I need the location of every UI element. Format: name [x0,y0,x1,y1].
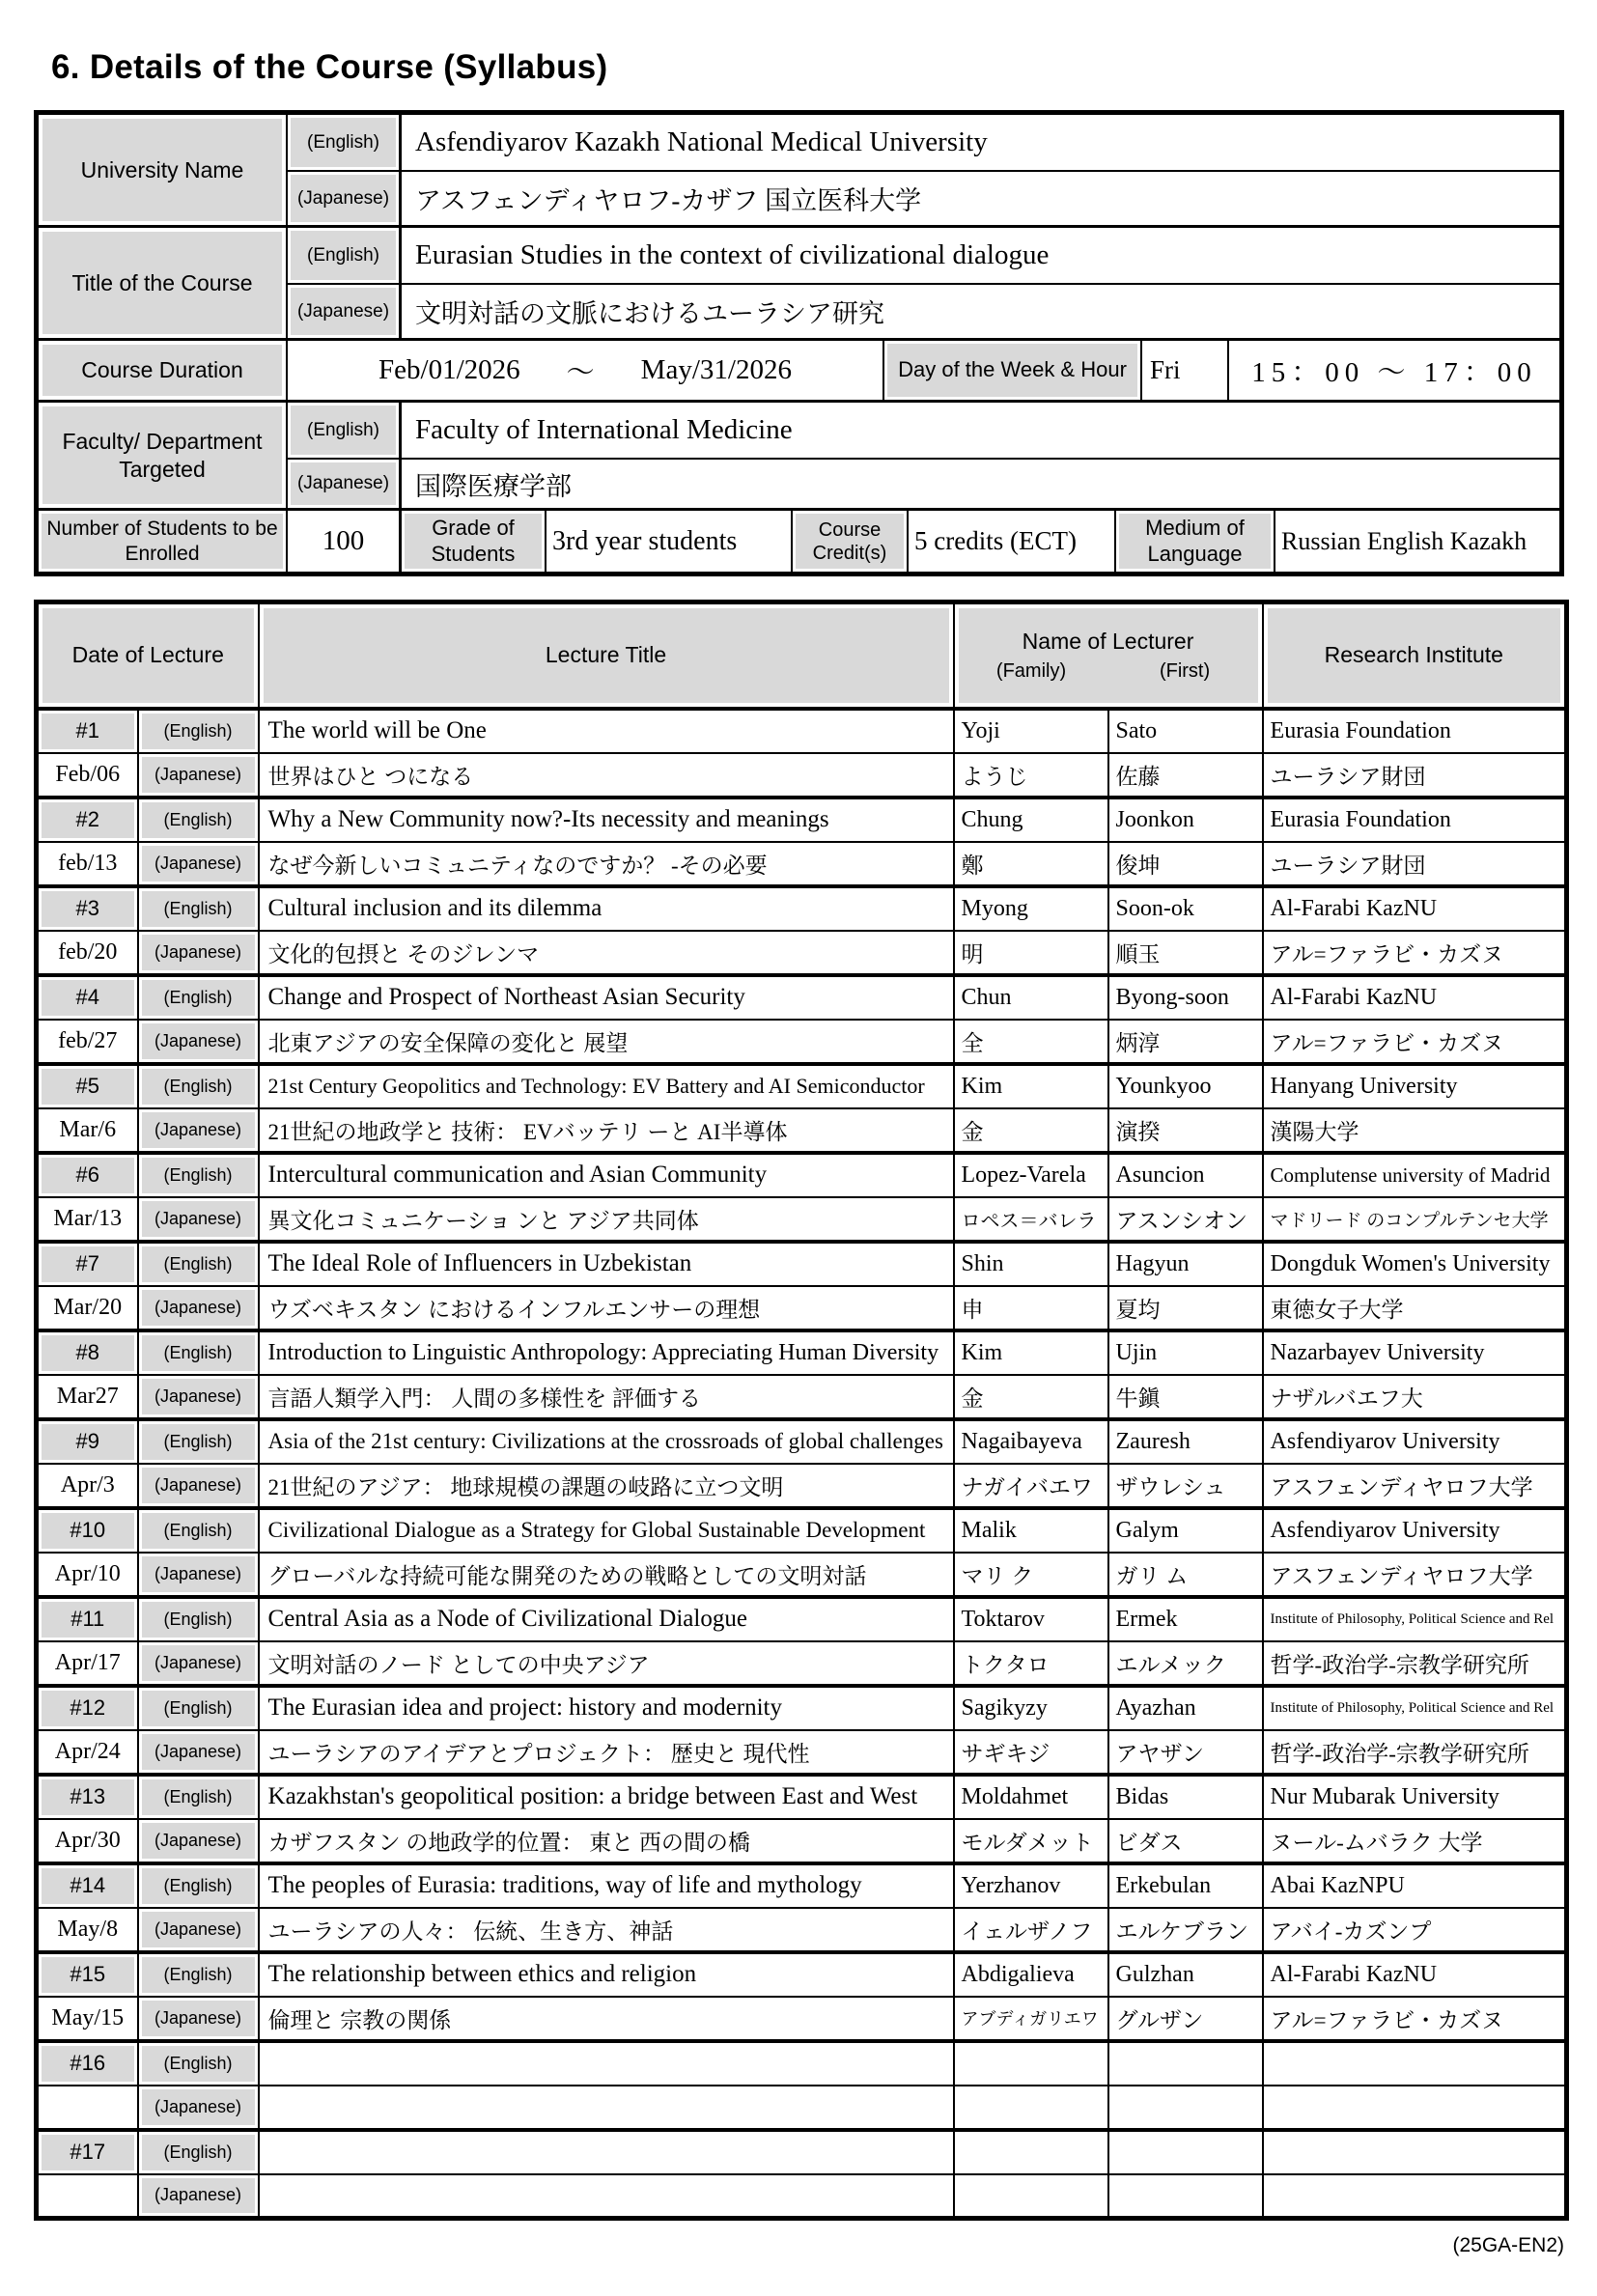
language-label-english: (English) [138,1153,259,1197]
lecture-title-japanese: 世界はひと つになる [259,753,954,798]
lecture-number: #10 [37,1508,138,1553]
language-label-japanese: (Japanese) [138,1375,259,1419]
lecture-row-english [37,2041,1567,2086]
course-title-row [39,225,1559,338]
lecturer-first-english: Joonkon [1108,798,1263,842]
language-label-japanese: (Japanese) [138,1108,259,1153]
lecturer-first-english: Zauresh [1108,1419,1263,1464]
research-institute-english: Nur Mubarak University [1263,1775,1567,1819]
grade-of-students-value: 3rd year students [546,511,793,572]
research-institute-english: Al-Farabi KazNU [1263,975,1567,1020]
lecture-row-english [37,709,1567,753]
language-label-japanese: (Japanese) [138,1730,259,1775]
lecturer-family-english: Shin [954,1242,1108,1286]
language-label-japanese: (Japanese) [138,1819,259,1863]
lecturer-first-english: Asuncion [1108,1153,1263,1197]
lecturer-first-japanese: ザウレシュ [1108,1464,1263,1508]
language-label-japanese: (Japanese) [138,2086,259,2130]
research-institute-japanese: 哲学-政治学-宗教学研究所 [1263,1730,1567,1775]
language-label-japanese: (Japanese) [138,1997,259,2041]
lecture-title-japanese: 異文化コミュニケーショ ンと アジア共同体 [259,1197,954,1242]
lecturer-first-japanese: 演揆 [1108,1108,1263,1153]
language-label-english: (English) [138,1330,259,1375]
research-institute-japanese: ナザルバエフ大 [1263,1375,1567,1419]
language-label-japanese: (Japanese) [138,1641,259,1686]
lecture-title-english: The peoples of Eurasia: traditions, way of life and mythology [259,1863,954,1908]
language-label-japanese: (Japanese) [138,1553,259,1597]
header-lecturer-text: Name of Lecturer [1022,628,1194,654]
day-of-week-hour-label: Day of the Week & Hour [884,341,1142,400]
language-label-english: (English) [138,1242,259,1286]
research-institute-english: Eurasia Foundation [1263,798,1567,842]
lecture-row-japanese [37,2174,1567,2219]
research-institute-english: Asfendiyarov University [1263,1508,1567,1553]
lecturer-first-japanese: 俊坤 [1108,842,1263,886]
form-code: (25GA-EN2) [1452,2234,1564,2256]
lecturer-family-english: Chun [954,975,1108,1020]
lecture-title-japanese: 北東アジアの安全保障の変化と 展望 [259,1020,954,1064]
duration-end-date: May/31/2026 [640,354,792,385]
lecturer-family-english [954,2041,1108,2086]
lecturer-family-japanese: アブディガリエワ [954,1997,1108,2041]
lecturer-family-japanese: イェルザノフ [954,1908,1108,1952]
lecture-title-japanese: 文明対話のノード としての中央アジア [259,1641,954,1686]
lecture-date: May/15 [37,1997,138,2041]
lecturer-first-japanese: ビダス [1108,1819,1263,1863]
research-institute-english: Al-Farabi KazNU [1263,886,1567,931]
lecturer-first-english: Galym [1108,1508,1263,1553]
lecture-row-english [37,1686,1567,1730]
lecturer-first-japanese: 夏均 [1108,1286,1263,1330]
course-title-japanese: 文明対話の文脈におけるユーラシア研究 [415,299,884,328]
research-institute-english: Al-Farabi KazNU [1263,1952,1567,1997]
lecture-title-english: Intercultural communication and Asian Community [259,1153,954,1197]
lecture-date: Mar/20 [37,1286,138,1330]
lecture-number: #9 [37,1419,138,1464]
lecture-date: Apr/17 [37,1641,138,1686]
lecture-row-english [37,1775,1567,1819]
research-institute-english: Dongduk Women's University [1263,1242,1567,1286]
header-research-institute: Research Institute [1263,602,1567,709]
research-institute-japanese: 東徳女子大学 [1263,1286,1567,1330]
lecture-title-english: Cultural inclusion and its dilemma [259,886,954,931]
lecturer-first-english: Soon-ok [1108,886,1263,931]
lecture-title-english: Central Asia as a Node of Civilizational Dialogue [259,1597,954,1641]
day-of-week-value: Fri [1142,341,1229,400]
research-institute-japanese [1263,2086,1567,2130]
lecture-number: #8 [37,1330,138,1375]
research-institute-japanese: アル=ファラビ・カズヌ [1263,1997,1567,2041]
lecture-row-english [37,1064,1567,1108]
lecture-row-english [37,886,1567,931]
lecture-number: #3 [37,886,138,931]
lecture-number: #4 [37,975,138,1020]
lecturer-family-japanese: 金 [954,1375,1108,1419]
language-label-english: (English) [138,1686,259,1730]
research-institute-japanese: 哲学-政治学-宗教学研究所 [1263,1641,1567,1686]
lecture-row-english [37,975,1567,1020]
research-institute-japanese: ユーラシア財団 [1263,842,1567,886]
lecturer-family-japanese: ロペス＝バレラ [954,1197,1108,1242]
lecturer-first-english [1108,2130,1263,2174]
research-institute-japanese: 漢陽大学 [1263,1108,1567,1153]
university-name-label: University Name [39,115,288,225]
lecture-number: #6 [37,1153,138,1197]
header-name-of-lecturer [954,602,1263,709]
course-duration-value [288,341,884,400]
lecturer-family-japanese: ようじ [954,753,1108,798]
lecture-title-japanese: 文化的包摂と そのジレンマ [259,931,954,975]
lecturer-family-japanese: 金 [954,1108,1108,1153]
research-institute-english: Asfendiyarov University [1263,1419,1567,1464]
lecture-row-japanese [37,1464,1567,1508]
language-label-japanese: (Japanese) [288,172,402,225]
lecture-number: #1 [37,709,138,753]
university-name-english: Asfendiyarov Kazakh National Medical University [415,126,988,157]
hours-value: 15：00 ～ 17：00 [1251,357,1537,388]
faculty-japanese: 国際医療学部 [415,471,572,501]
language-label-english: (English) [138,1419,259,1464]
language-label-english: (English) [138,1597,259,1641]
lecturer-family-english: Yerzhanov [954,1863,1108,1908]
lecture-title-english: Civilizational Dialogue as a Strategy for Global Sustainable Development [259,1508,954,1553]
language-label-english: (English) [138,886,259,931]
lecturer-family-english: Nagaibayeva [954,1419,1108,1464]
lecture-date: Apr/10 [37,1553,138,1597]
university-name-japanese: アスフェンディヤロフ-カザフ 国立医科大学 [415,186,922,215]
lecturer-first-japanese: エルケブラン [1108,1908,1263,1952]
lecturer-family-japanese: 明 [954,931,1108,975]
lecture-row-japanese [37,1997,1567,2041]
lecturer-first-english: Hagyun [1108,1242,1263,1286]
lecture-number: #13 [37,1775,138,1819]
enrollment-value: 100 [288,511,402,572]
research-institute-english [1263,2130,1567,2174]
lecture-number: #11 [37,1597,138,1641]
lecture-number: #16 [37,2041,138,2086]
lecture-row-english [37,1153,1567,1197]
lecture-date: Mar/13 [37,1197,138,1242]
lecture-title-english: The relationship between ethics and religion [259,1952,954,1997]
lecture-date: feb/27 [37,1020,138,1064]
lecturer-first-japanese: エルメック [1108,1641,1263,1686]
lecture-title-japanese: グローバルな持続可能な開発のための戦略としての文明対話 [259,1553,954,1597]
lecture-row-japanese [37,2086,1567,2130]
language-label-english: (English) [138,709,259,753]
lecturer-family-japanese [954,2174,1108,2219]
lecture-row-japanese [37,1730,1567,1775]
research-institute-english: Institute of Philosophy, Political Science and Rel [1263,1597,1567,1641]
language-label-english: (English) [138,1775,259,1819]
lecture-number: #15 [37,1952,138,1997]
lecture-number: #5 [37,1064,138,1108]
lecturer-family-japanese: ナガイバエワ [954,1464,1108,1508]
lecturer-first-japanese: アヤザン [1108,1730,1263,1775]
lecturer-family-japanese: トクタロ [954,1641,1108,1686]
lecturer-family-japanese: サギキジ [954,1730,1108,1775]
lecture-date [37,2086,138,2130]
language-label-english: (English) [288,115,402,170]
lecturer-first-english: Ujin [1108,1330,1263,1375]
research-institute-english: Hanyang University [1263,1064,1567,1108]
language-label-english: (English) [138,2130,259,2174]
university-name-row [39,115,1559,225]
lecturer-family-japanese [954,2086,1108,2130]
lecture-title-english: Why a New Community now?-Its necessity and meanings [259,798,954,842]
lecture-row-japanese [37,1286,1567,1330]
language-label-japanese: (Japanese) [138,1464,259,1508]
header-first: (First) [1159,659,1211,682]
course-title-english: Eurasian Studies in the context of civilizational dialogue [415,239,1050,270]
research-institute-japanese: マドリード のコンプルテンセ大学 [1263,1197,1567,1242]
lecture-row-english [37,798,1567,842]
lecture-title-english: The Eurasian idea and project: history and modernity [259,1686,954,1730]
lecture-title-japanese: ウズベキスタン におけるインフルエンサーの理想 [259,1286,954,1330]
lecturer-first-english: Gulzhan [1108,1952,1263,1997]
lecture-row-english [37,2130,1567,2174]
research-institute-japanese: アスフェンディヤロフ大学 [1263,1553,1567,1597]
lecture-date: Apr/24 [37,1730,138,1775]
lecturer-family-japanese: 申 [954,1286,1108,1330]
lecture-row-english [37,1419,1567,1464]
duration-start-date: Feb/01/2026 [378,354,520,385]
lecturer-family-japanese: 鄭 [954,842,1108,886]
lecture-title-english: Kazakhstan's geopolitical position: a bridge between East and West [259,1775,954,1819]
research-institute-japanese: アル=ファラビ・カズヌ [1263,931,1567,975]
language-label-english: (English) [138,798,259,842]
lecturer-family-english: Sagikyzy [954,1686,1108,1730]
medium-of-language-value: Russian English Kazakh [1281,526,1527,555]
research-institute-japanese: アバイ-カズンプ [1263,1908,1567,1952]
lecturer-first-japanese [1108,2086,1263,2130]
language-label-japanese: (Japanese) [288,285,402,338]
language-label-japanese: (Japanese) [138,931,259,975]
header-date-of-lecture: Date of Lecture [37,602,259,709]
lecture-row-english [37,1242,1567,1286]
language-label-english: (English) [138,975,259,1020]
lecturer-family-english: Kim [954,1064,1108,1108]
research-institute-english: Abai KazNPU [1263,1863,1567,1908]
lecturer-family-english: Malik [954,1508,1108,1553]
lecturer-family-english: Moldahmet [954,1775,1108,1819]
lecture-number: #12 [37,1686,138,1730]
course-credits-value: 5 credits (ECT) [909,511,1116,572]
language-label-japanese: (Japanese) [138,1197,259,1242]
header-family: (Family) [995,659,1067,682]
lecturer-family-english: Lopez-Varela [954,1153,1108,1197]
lecture-title-japanese: 21世紀のアジア： 地球規模の課題の岐路に立つ文明 [259,1464,954,1508]
language-label-english: (English) [288,228,402,283]
lecture-title-english: 21st Century Geopolitics and Technology: EV Battery and AI Semiconductor [259,1064,954,1108]
lecturer-first-english: Erkebulan [1108,1863,1263,1908]
course-credits-label: Course Credit(s) [793,511,909,572]
lecture-title-english: The world will be One [259,709,954,753]
lecturer-first-english: Ermek [1108,1597,1263,1641]
lecture-date: Mar/6 [37,1108,138,1153]
lecturer-family-japanese: マリ ク [954,1553,1108,1597]
lecture-title-english: Change and Prospect of Northeast Asian Security [259,975,954,1020]
language-label-japanese: (Japanese) [138,1020,259,1064]
lecture-title-japanese [259,2086,954,2130]
lecture-row-japanese [37,753,1567,798]
lecture-number: #2 [37,798,138,842]
lecture-row-japanese [37,1908,1567,1952]
lecture-row-english [37,1863,1567,1908]
lecture-date: feb/13 [37,842,138,886]
lecturer-first-japanese: 炳淳 [1108,1020,1263,1064]
lecture-row-japanese [37,931,1567,975]
language-label-japanese: (Japanese) [138,1908,259,1952]
lecture-title-japanese: ユーラシアのアイデアとプロジェクト： 歴史と 現代性 [259,1730,954,1775]
lecture-title-english: Asia of the 21st century: Civilizations at the crossroads of global challenges [259,1419,954,1464]
lecture-row-japanese [37,1819,1567,1863]
lecture-row-japanese [37,1108,1567,1153]
research-institute-english: Complutense university of Madrid [1263,1153,1567,1197]
course-title-label: Title of the Course [39,228,288,338]
language-label-english: (English) [138,1508,259,1553]
lecturer-first-japanese: 牛鎭 [1108,1375,1263,1419]
faculty-row [39,400,1559,508]
enrollment-label: Number of Students to be Enrolled [39,511,288,572]
lecturer-family-japanese: モルダメット [954,1819,1108,1863]
lecture-title-japanese [259,2174,954,2219]
lecturer-first-english: Byong-soon [1108,975,1263,1020]
language-label-japanese: (Japanese) [288,460,402,508]
lecture-title-japanese: なぜ今新しいコミュニティなのですか？ -その必要 [259,842,954,886]
schedule-body [37,709,1567,2219]
lecturer-family-english: Chung [954,798,1108,842]
lecture-row-english [37,1952,1567,1997]
course-duration-label: Course Duration [39,341,288,400]
schedule-header-row [37,602,1567,709]
header-lecture-title: Lecture Title [259,602,954,709]
lecture-date: Mar27 [37,1375,138,1419]
language-label-english: (English) [138,2041,259,2086]
language-label-english: (English) [138,1064,259,1108]
lecture-row-japanese [37,1020,1567,1064]
lecturer-first-english: Ayazhan [1108,1686,1263,1730]
lecture-number: #14 [37,1863,138,1908]
lecturer-first-japanese: ガリ ム [1108,1553,1263,1597]
lecturer-first-japanese: グルザン [1108,1997,1263,2041]
lecturer-family-english: Abdigalieva [954,1952,1108,1997]
lecturer-family-english: Myong [954,886,1108,931]
lecture-date: May/8 [37,1908,138,1952]
lecturer-family-english [954,2130,1108,2174]
lecturer-first-japanese: 順玉 [1108,931,1263,975]
research-institute-english: Nazarbayev University [1263,1330,1567,1375]
language-label-english: (English) [138,1952,259,1997]
lecturer-first-english: Bidas [1108,1775,1263,1819]
research-institute-japanese: ユーラシア財団 [1263,753,1567,798]
lecture-row-english [37,1508,1567,1553]
research-institute-japanese: アル=ファラビ・カズヌ [1263,1020,1567,1064]
lecture-title-english: The Ideal Role of Influencers in Uzbekistan [259,1242,954,1286]
language-label-japanese: (Japanese) [138,2174,259,2219]
lecture-title-japanese: 言語人類学入門： 人間の多様性を 評価する [259,1375,954,1419]
enrollment-row [39,508,1559,572]
lecture-number: #17 [37,2130,138,2174]
lecture-title-japanese: 倫理と 宗教の関係 [259,1997,954,2041]
lecture-row-japanese [37,1375,1567,1419]
course-duration-row [39,338,1559,400]
lecture-number: #7 [37,1242,138,1286]
lecture-title-japanese: 21世紀の地政学と 技術： EVバッテリ ーと AI半導体 [259,1108,954,1153]
lecturer-family-english: Toktarov [954,1597,1108,1641]
lecturer-first-english [1108,2041,1263,2086]
research-institute-english: Institute of Philosophy, Political Science and Rel [1263,1686,1567,1730]
lecturer-family-english: Kim [954,1330,1108,1375]
lecture-date: feb/20 [37,931,138,975]
course-info-table [34,110,1564,576]
research-institute-japanese: アスフェンディヤロフ大学 [1263,1464,1567,1508]
language-label-japanese: (Japanese) [138,753,259,798]
medium-of-language-label: Medium of Language [1116,511,1275,572]
lecturer-first-english: Sato [1108,709,1263,753]
lecture-row-english [37,1330,1567,1375]
lecture-date [37,2174,138,2219]
lecture-date: Apr/3 [37,1464,138,1508]
faculty-english: Faculty of International Medicine [415,414,793,445]
lecturer-first-japanese: 佐藤 [1108,753,1263,798]
faculty-label: Faculty/ Department Targeted [39,403,288,508]
lecture-schedule-table [34,600,1569,2221]
research-institute-english [1263,2041,1567,2086]
lecture-title-japanese: カザフスタン の地政学的位置： 東と 西の間の橋 [259,1819,954,1863]
lecture-title-japanese: ユーラシアの人々： 伝統、生き方、神話 [259,1908,954,1952]
lecturer-first-japanese [1108,2174,1263,2219]
lecture-row-english [37,1597,1567,1641]
lecture-row-japanese [37,1641,1567,1686]
research-institute-english: Eurasia Foundation [1263,709,1567,753]
lecture-title-english [259,2130,954,2174]
lecturer-family-japanese: 全 [954,1020,1108,1064]
duration-tilde: ～ [566,357,595,388]
lecture-title-english: Introduction to Linguistic Anthropology: Appreciating Human Diversity [259,1330,954,1375]
lecturer-first-english: Younkyoo [1108,1064,1263,1108]
language-label-english: (English) [138,1863,259,1908]
lecture-date: Feb/06 [37,753,138,798]
language-label-english: (English) [288,403,402,458]
research-institute-japanese [1263,2174,1567,2219]
research-institute-japanese: ヌール-ムバラク 大学 [1263,1819,1567,1863]
lecture-row-japanese [37,1197,1567,1242]
language-label-japanese: (Japanese) [138,842,259,886]
lecture-date: Apr/30 [37,1819,138,1863]
lecturer-first-japanese: アスンシオン [1108,1197,1263,1242]
grade-of-students-label: Grade of Students [402,511,546,572]
lecture-row-japanese [37,1553,1567,1597]
lecture-row-japanese [37,842,1567,886]
language-label-japanese: (Japanese) [138,1286,259,1330]
page-title: 6. Details of the Course (Syllabus) [51,48,608,86]
lecture-title-english [259,2041,954,2086]
lecturer-family-english: Yoji [954,709,1108,753]
